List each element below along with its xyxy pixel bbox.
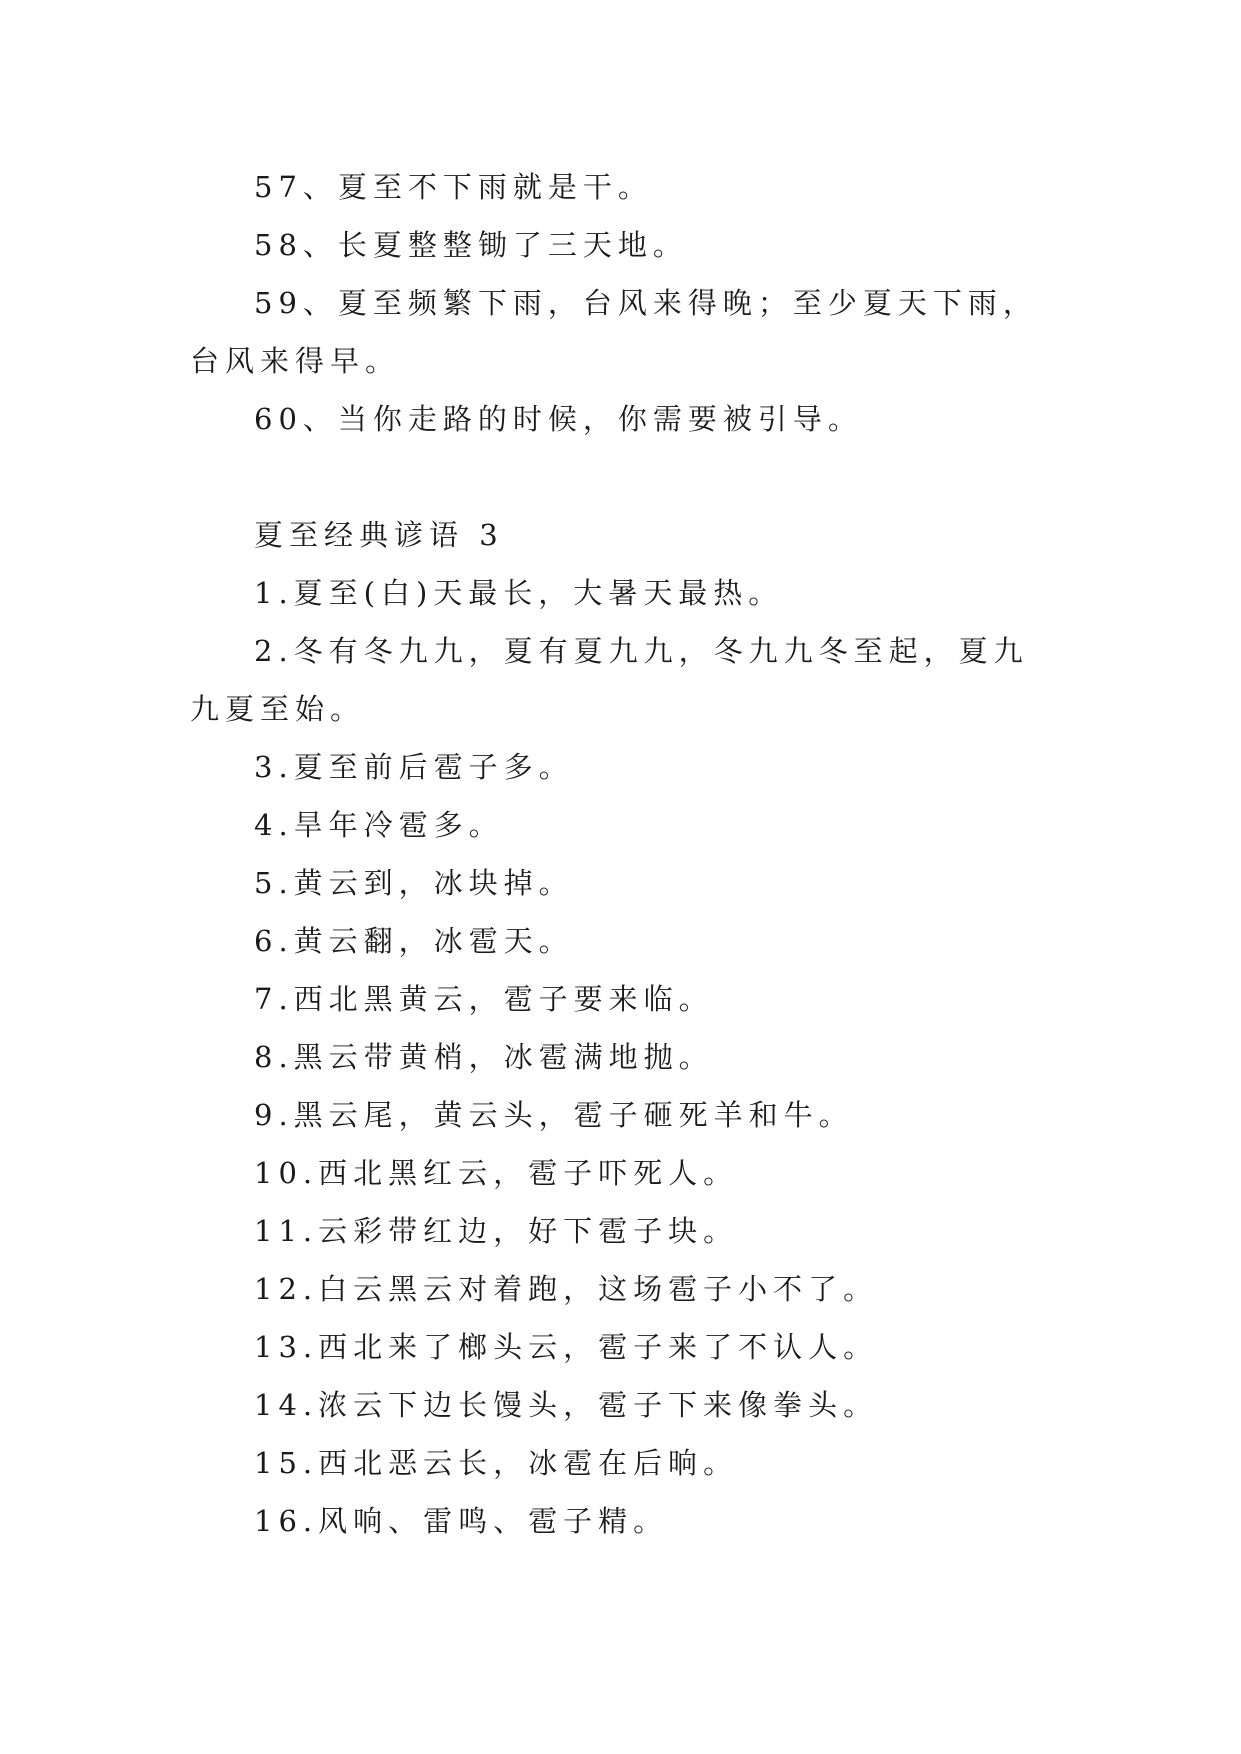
- proverb-item: 60、当你走路的时候，你需要被引导。: [254, 402, 863, 436]
- proverb-item: 11.云彩带红边，好下雹子块。: [254, 1214, 739, 1248]
- proverb-item: 2.冬有冬九九，夏有夏九九，冬九九冬至起，夏九九夏至始。: [190, 634, 1029, 726]
- proverb-item: 15.西北恶云长，冰雹在后晌。: [254, 1446, 739, 1480]
- proverb-item: 5.黄云到，冰块掉。: [254, 866, 574, 900]
- proverb-item: 6.黄云翻，冰雹天。: [254, 924, 574, 958]
- proverb-item: 7.西北黑黄云，雹子要来临。: [254, 982, 714, 1016]
- proverb-item: 3.夏至前后雹子多。: [254, 750, 574, 784]
- proverb-item: 57、夏至不下雨就是干。: [254, 170, 653, 204]
- proverb-item: 58、长夏整整锄了三天地。: [254, 228, 688, 262]
- proverb-item: 13.西北来了榔头云，雹子来了不认人。: [254, 1330, 879, 1364]
- proverb-item: 16.风响、雷鸣、雹子精。: [254, 1504, 669, 1538]
- proverb-item: 4.旱年冷雹多。: [254, 808, 504, 842]
- proverb-item: 1.夏至(白)天最长，大暑天最热。: [254, 576, 784, 610]
- proverb-item: 12.白云黑云对着跑，这场雹子小不了。: [254, 1272, 879, 1306]
- proverb-item: 8.黑云带黄梢，冰雹满地抛。: [254, 1040, 714, 1074]
- document-body: [190, 158, 1050, 1550]
- section-heading: 夏至经典谚语 3: [254, 518, 504, 552]
- proverb-item: 59、夏至频繁下雨，台风来得晚；至少夏天下雨，台风来得早。: [190, 286, 1038, 378]
- proverb-item: 9.黑云尾，黄云头，雹子砸死羊和牛。: [254, 1098, 854, 1132]
- proverb-item: 10.西北黑红云，雹子吓死人。: [254, 1156, 739, 1190]
- proverb-item: 14.浓云下边长馒头，雹子下来像拳头。: [254, 1388, 879, 1422]
